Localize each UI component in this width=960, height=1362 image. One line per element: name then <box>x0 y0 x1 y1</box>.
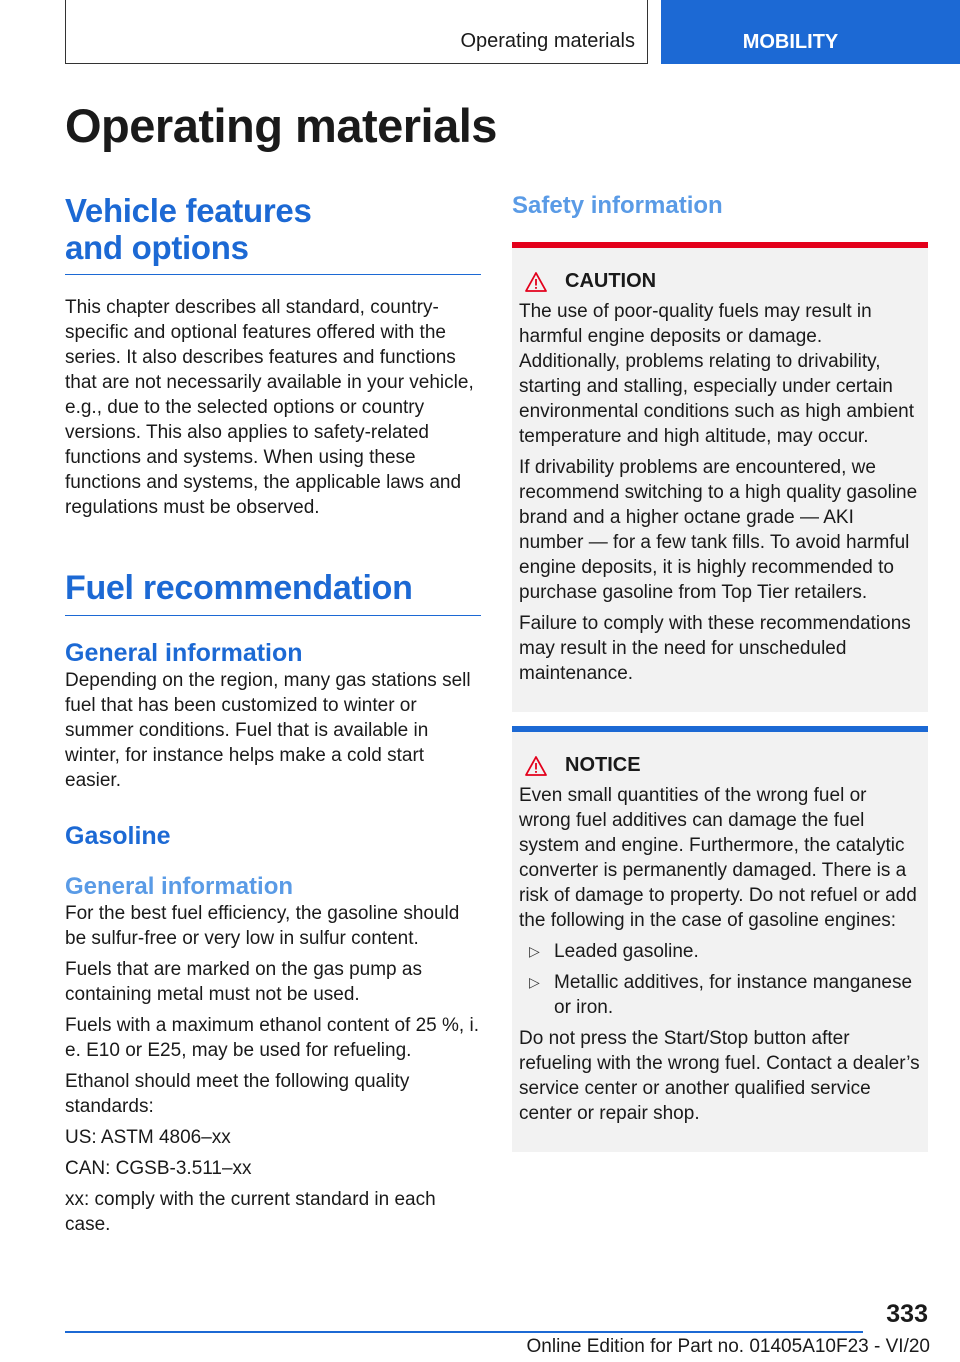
notice-box <box>512 726 928 1152</box>
notice-intro: Even small quantities of the wrong fuel or wrong fuel additives can damage the fuel system and engine. Furthermore, the catalytic converter is permanently damaged. There is a risk of damage to property. Do not refuel or add the following in the case of gasoline engines: <box>519 785 917 931</box>
gasoline-paragraph: Fuels that are marked on the gas pump as containing metal must not be used. <box>65 959 422 1005</box>
caution-paragraph: Failure to comply with these recommendations may result in the need for unscheduled maintenance. <box>519 613 911 684</box>
header-section-title: Operating materials <box>460 30 635 52</box>
list-item <box>519 939 920 964</box>
page-title: Operating materials <box>65 99 497 152</box>
caution-paragraph: The use of poor-quality fuels may result in harmful engine deposits or damage. Additionally, problems relating to drivability, starting and stalling, especially under certain environmental conditions such as high ambient temperature and high altitude, may occur. <box>519 301 915 447</box>
page-number: 333 <box>886 1300 928 1328</box>
warning-triangle-icon <box>525 756 547 776</box>
notice-label: NOTICE <box>565 754 641 776</box>
header-section-box <box>65 0 648 64</box>
gasoline-heading: Gasoline <box>65 822 171 850</box>
notice-outro: Do not press the Start/Stop button after refueling with the wrong fuel. Contact a dealer’s service center or another qualified service center or repair shop. <box>519 1028 920 1124</box>
triangle-bullet-icon: ▷ <box>529 943 540 959</box>
gasoline-paragraph: xx: comply with the current standard in each case. <box>65 1189 436 1235</box>
general-information-body: Depending on the region, many gas stations sell fuel that has been customized to winter or summer conditions. Fuel that is available in winter, for instance helps make a cold start easier. <box>65 670 471 791</box>
notice-header <box>519 754 920 777</box>
gasoline-paragraph: Ethanol should meet the following quality standards: <box>65 1071 410 1117</box>
safety-information-heading: Safety information <box>512 192 723 219</box>
footer-rule <box>65 1331 863 1333</box>
general-information-heading: General information <box>65 639 303 667</box>
fuel-recommendation-heading: Fuel recommendation <box>65 570 481 616</box>
caution-label: CAUTION <box>565 270 657 292</box>
caution-paragraph: If drivability problems are encountered, we recommend switching to a high quality gasoline brand and a higher octane grade — AKI number — for a few tank fills. To avoid harmful engine deposits, it is highly recommended to purchase gasoline from Top Tier retailers. <box>519 457 918 603</box>
gasoline-general-heading: General information <box>65 873 294 900</box>
bullet-text: Metallic additives, for instance manganese or iron. <box>554 972 913 1018</box>
gasoline-paragraph: Fuels with a maximum ethanol content of 25 %, i. e. E10 or E25, may be used for refueling. <box>65 1015 479 1061</box>
gasoline-paragraph: CAN: CGSB-3.511–xx <box>65 1158 252 1179</box>
right-column <box>512 192 928 1152</box>
footer-edition: Online Edition for Part no. 01405A10F23 - VI/20 <box>526 1336 930 1357</box>
caution-header <box>519 270 920 293</box>
warning-triangle-icon <box>525 272 547 292</box>
triangle-bullet-icon: ▷ <box>529 974 540 990</box>
gasoline-paragraph: US: ASTM 4806–xx <box>65 1127 231 1148</box>
gasoline-paragraph: For the best fuel efficiency, the gasoline should be sulfur-free or very low in sulfur content. <box>65 903 460 949</box>
bullet-text: Leaded gasoline. <box>554 941 699 962</box>
left-column <box>65 192 481 1237</box>
vehicle-features-rule <box>65 266 481 275</box>
header-mobility-tab[interactable]: MOBILITY <box>661 0 960 64</box>
vehicle-features-body: This chapter describes all standard, country-specific and optional features offered with the series. It also describes features and functions that are not necessarily available in your vehicle, e.g., due to the selected options or country versions. This also applies to safety-related functions and systems. When using these functions and systems, the applicable laws and regulations must be observed. <box>65 297 474 518</box>
notice-bullet-list <box>519 939 920 1020</box>
list-item <box>519 970 920 1020</box>
caution-box <box>512 242 928 712</box>
vehicle-features-heading: Vehicle features and options <box>65 192 312 266</box>
